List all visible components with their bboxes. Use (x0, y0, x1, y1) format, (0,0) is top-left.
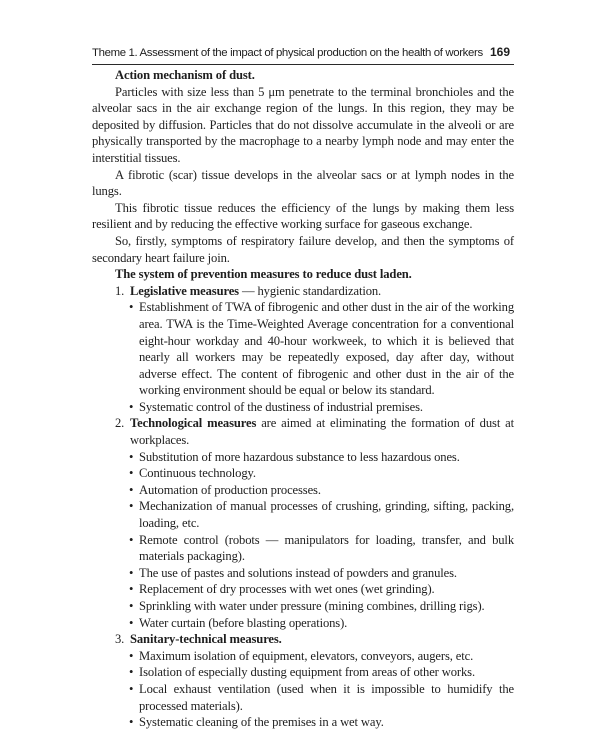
header-title: Theme 1. Assessment of the impact of physical production on the health of workers (92, 47, 483, 59)
paragraph: So, firstly, symptoms of respiratory failure develop, and then the symptoms of secondary heart failure join. (92, 233, 514, 265)
list-item (92, 615, 514, 632)
list-item (92, 598, 514, 615)
list-item-text: Remote control (robots — manipulators for loading, transfer, and bulk materials packaging). (139, 532, 514, 564)
list-item-text: Maximum isolation of equipment, elevators, conveyors, augers, etc. (139, 648, 474, 663)
list-item (92, 648, 514, 665)
bullet-icon: • (129, 715, 134, 730)
bullet-icon: • (129, 300, 134, 315)
list-item (92, 581, 514, 598)
bullet-icon: • (129, 615, 134, 630)
section-heading-prevention: The system of prevention measures to reduce dust laden. (115, 267, 412, 282)
bullet-icon: • (129, 449, 134, 464)
paragraph: Particles with size less than 5 μm penetrate to the terminal bronchioles and the alveolar sacs in the air exchange region of the lungs. In this region, they may be deposited by diffusion. Particles that do not dissolve accumulate in the alveoli or are physically transported by the macrophage to a nearby lymph node and may enter the interstitial tissues. (92, 84, 514, 165)
list-item (92, 449, 514, 466)
section-heading-dust-mechanism: Action mechanism of dust. (115, 68, 255, 82)
list-item-text: Isolation of especially dusting equipment from areas of other works. (139, 665, 475, 680)
list-item-text: Water curtain (before blasting operations). (139, 615, 348, 630)
item-text: — hygienic standardization. (238, 283, 382, 298)
item-title: Sanitary-technical measures. (130, 632, 282, 647)
list-item (92, 465, 514, 482)
running-header (92, 42, 514, 65)
item-number: 3. (115, 632, 125, 647)
bullet-icon: • (129, 648, 134, 663)
bullet-icon: • (129, 665, 134, 680)
list-item-text: Sprinkling with water under pressure (mining combines, drilling rigs). (139, 599, 485, 613)
numbered-item-sanitary (92, 631, 514, 648)
paragraph: A fibrotic (scar) tissue develops in the alveolar sacs or at lymph nodes in the lungs. (92, 167, 514, 199)
bullet-icon: • (129, 582, 134, 597)
item-title: Legislative measures (130, 283, 239, 298)
list-item-text: Establishment of TWA of fibrogenic and other dust in the air of the working area. TWA is the Time-Weighted Average concentration for a conventional eight-hour workday and 40-hour workweek, to which it is believed that nearly all workers may be repeatedly exposed, day after day, without adverse effect. The content of fibrogenic and other dust in the air of the working environment should be equal or below its standard. (139, 300, 514, 398)
list-item-text: Systematic cleaning of the premises in a wet way. (139, 715, 384, 730)
list-item (92, 299, 514, 399)
list-item-text: Substitution of more hazardous substance to less hazardous ones. (139, 449, 460, 464)
bullet-icon: • (129, 399, 134, 414)
list-item-text: Mechanization of manual processes of crushing, grinding, sifting, packing, loading, etc. (139, 499, 514, 531)
item-number: 2. (115, 416, 125, 431)
item-text: are aimed at eliminating the formation of dust at workplaces. (130, 416, 514, 448)
list-item (92, 399, 514, 416)
bullet-icon: • (129, 532, 134, 547)
bullet-icon: • (129, 565, 134, 580)
list-item-text: Continuous technology. (139, 466, 256, 481)
list-item (92, 498, 514, 531)
numbered-item-technological (92, 415, 514, 448)
bullet-icon: • (129, 681, 134, 696)
bullet-icon: • (129, 482, 134, 497)
list-item-text: Automation of production processes. (139, 482, 321, 497)
item-title: Technological measures (130, 416, 257, 431)
page-body (92, 67, 514, 731)
list-item (92, 482, 514, 499)
list-item-text: The use of pastes and solutions instead of powders and granules. (139, 565, 457, 580)
list-item (92, 565, 514, 582)
item-number: 1. (115, 283, 125, 298)
list-item (92, 532, 514, 565)
list-item (92, 664, 514, 681)
paragraph: This fibrotic tissue reduces the efficiency of the lungs by making them less resilient and by reducing the effective working surface for gaseous exchange. (92, 200, 514, 232)
list-item-text: Local exhaust ventilation (used when it is impossible to humidify the processed materials). (139, 681, 514, 713)
list-item-text: Systematic control of the dustiness of industrial premises. (139, 399, 423, 414)
list-item-text: Replacement of dry processes with wet ones (wet grinding). (139, 582, 435, 597)
list-item (92, 714, 514, 731)
bullet-icon: • (129, 466, 134, 481)
bullet-icon: • (129, 499, 134, 514)
list-item (92, 681, 514, 714)
numbered-item-legislative (92, 283, 514, 300)
bullet-icon: • (129, 599, 134, 613)
page-number: 169 (489, 45, 510, 59)
